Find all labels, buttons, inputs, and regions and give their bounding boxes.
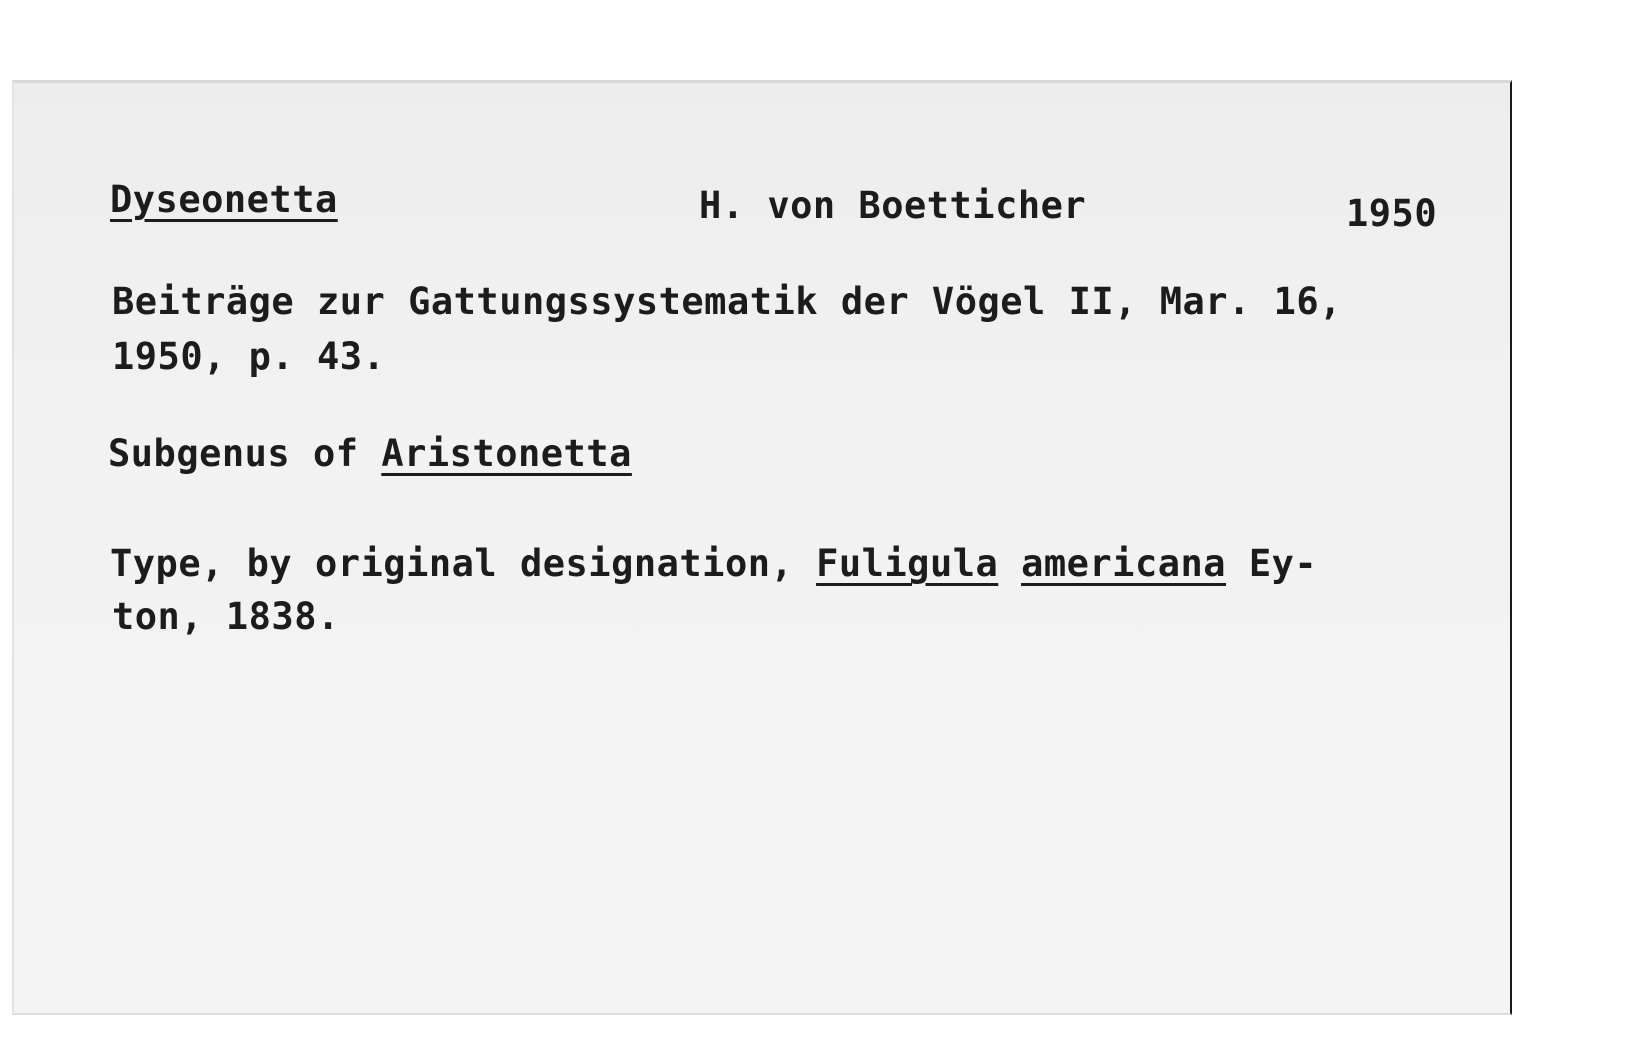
genus-name: Dyseonetta: [110, 178, 338, 221]
citation-line-2: 1950, p. 43.: [112, 335, 386, 378]
type-line-2: ton, 1838.: [112, 595, 340, 638]
author-name: H. von Boetticher: [699, 184, 1087, 227]
parent-genus: Aristonetta: [381, 432, 632, 475]
index-card: [12, 80, 1512, 1015]
citation-line-1: Beiträge zur Gattungssystematik der Vögel II, Mar. 16,: [112, 280, 1342, 323]
type-line-1: [110, 542, 1318, 585]
type-author-part1: Ey-: [1248, 542, 1318, 585]
type-genus: Fuligula: [816, 542, 999, 585]
subgenus-line: [108, 432, 632, 475]
type-prefix: Type, by original designation,: [110, 542, 794, 585]
subgenus-prefix: Subgenus of: [108, 432, 359, 475]
publication-year: 1950: [1346, 192, 1438, 235]
type-species: americana: [1021, 542, 1227, 585]
